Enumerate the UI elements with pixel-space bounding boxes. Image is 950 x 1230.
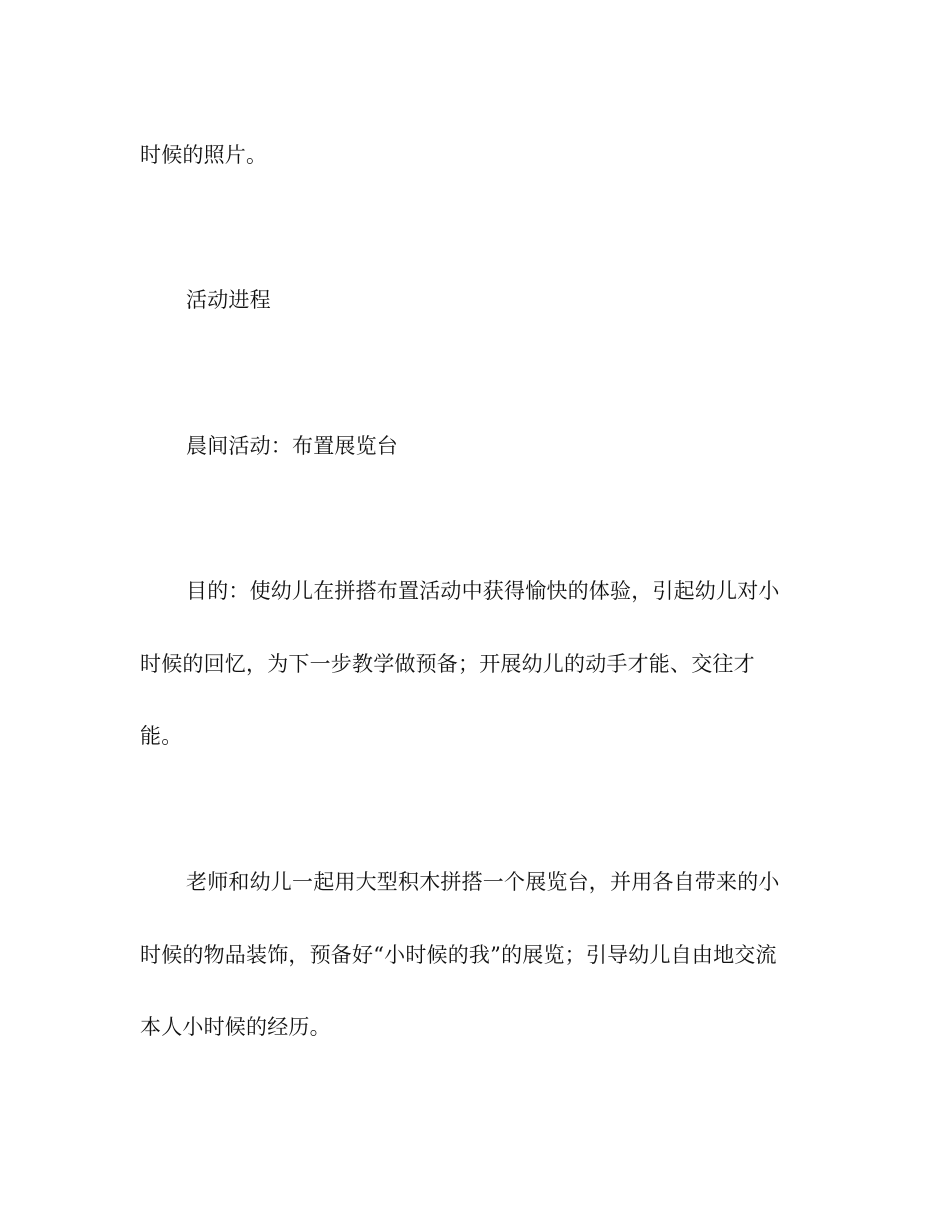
section-heading: 活动进程 bbox=[186, 288, 271, 312]
purpose-paragraph-line-1: 目的：使幼儿在拼搭布置活动中获得愉快的体验，引起幼儿对小 bbox=[186, 579, 780, 603]
purpose-paragraph-line-2: 时候的回忆，为下一步教学做预备；开展幼儿的动手才能、交往才 bbox=[140, 652, 755, 676]
purpose-paragraph-line-3: 能。 bbox=[140, 724, 183, 748]
paragraph-continuation-line: 时候的照片。 bbox=[140, 143, 268, 167]
activity-paragraph-line-1: 老师和幼儿一起用大型积木拼搭一个展览台，并用各自带来的小 bbox=[186, 870, 780, 894]
activity-heading: 晨间活动：布置展览台 bbox=[186, 434, 398, 458]
activity-paragraph-line-3: 本人小时候的经历。 bbox=[140, 1015, 331, 1039]
activity-paragraph-line-2: 时候的物品装饰，预备好“小时候的我”的展览；引导幼儿自由地交流 bbox=[140, 943, 777, 967]
